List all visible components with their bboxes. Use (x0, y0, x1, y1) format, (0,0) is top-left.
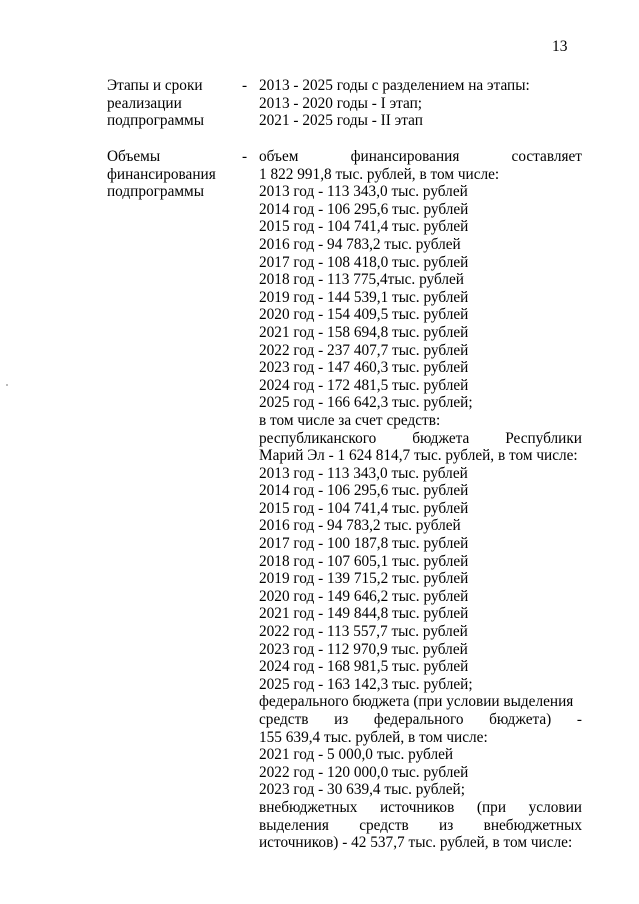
word: федерального (373, 711, 464, 728)
section-timing-content (259, 77, 582, 130)
funding-intro (259, 148, 582, 166)
word: из (439, 816, 454, 834)
year-line: 2021 год - 5 000,0 тыс. рублей (259, 746, 454, 764)
year-line: 2022 год - 237 407,7 тыс. рублей (259, 341, 469, 359)
extrabudget-total: источников) - 42 537,7 тыс. рублей, в том числе: (259, 834, 573, 852)
year-line: 2017 год - 108 418,0 тыс. рублей (259, 253, 469, 271)
year-line: 2021 год - 149 844,8 тыс. рублей (259, 605, 469, 623)
word: из (334, 711, 349, 728)
year-line: 2020 год - 149 646,2 тыс. рублей (259, 587, 469, 605)
regional-total: Марий Эл - 1 624 814,7 тыс. рублей, в том числе: (259, 447, 578, 465)
year-line: 2020 год - 154 409,5 тыс. рублей (259, 306, 469, 324)
years-regional-list (259, 465, 582, 694)
word: составляет (511, 148, 582, 165)
section-funding-content (259, 148, 582, 852)
federal-heading-2 (259, 711, 582, 729)
year-line: 2017 год - 100 187,8 тыс. рублей (259, 535, 469, 553)
separator-dash: - (242, 148, 248, 165)
label-line: Объемы (107, 148, 161, 165)
word: условии (528, 798, 582, 816)
timing-line: 2021 - 2025 годы - II этап (259, 112, 423, 130)
label-line: финансирования (107, 165, 216, 183)
year-line: 2024 год - 172 481,5 тыс. рублей (259, 376, 469, 394)
years-total-list (259, 183, 582, 412)
year-line: 2022 год - 120 000,0 тыс. рублей (259, 763, 469, 781)
funding-total: 1 822 991,8 тыс. рублей, в том числе: (259, 165, 500, 183)
year-line: 2013 год - 113 343,0 тыс. рублей (259, 464, 468, 482)
year-line: 2016 год - 94 783,2 тыс. рублей (259, 517, 461, 535)
year-line: 2013 год - 113 343,0 тыс. рублей (259, 183, 468, 201)
word: объем (259, 148, 299, 165)
word: средств (359, 816, 409, 834)
year-line: 2018 год - 113 775,4тыс. рублей (259, 271, 464, 289)
word: источников (379, 798, 455, 816)
section-funding-label (107, 148, 232, 201)
federal-heading: федерального бюджета (при условии выделения (259, 693, 574, 711)
year-line: 2021 год - 158 694,8 тыс. рублей (259, 323, 469, 341)
year-line: 2019 год - 144 539,1 тыс. рублей (259, 288, 469, 306)
year-line: 2016 год - 94 783,2 тыс. рублей (259, 235, 461, 253)
year-line: 2014 год - 106 295,6 тыс. рублей (259, 200, 469, 218)
year-line: 2022 год - 113 557,7 тыс. рублей (259, 623, 468, 641)
scan-mark (6, 384, 8, 386)
word: финансирования (350, 148, 460, 165)
years-federal-list (259, 746, 582, 799)
word: средств (259, 711, 309, 728)
word: бюджета (412, 429, 470, 447)
timing-line: 2013 - 2020 годы - I этап; (259, 94, 423, 112)
year-line: 2023 год - 147 460,3 тыс. рублей (259, 359, 469, 377)
word: выделения (259, 816, 329, 834)
year-line: 2015 год - 104 741,4 тыс. рублей (259, 499, 469, 517)
word: - (576, 711, 582, 728)
page-number: 13 (552, 38, 568, 55)
word: (при (476, 798, 507, 816)
section-timing-label (107, 77, 232, 130)
separator-dash: - (242, 77, 248, 94)
word: Республики (505, 429, 582, 447)
year-line: 2023 год - 112 970,9 тыс. рублей (259, 640, 468, 658)
word: внебюджетных (259, 798, 358, 816)
word: внебюджетных (483, 816, 582, 834)
year-line: 2024 год - 168 981,5 тыс. рублей (259, 658, 469, 676)
year-line: 2018 год - 107 605,1 тыс. рублей (259, 552, 469, 570)
label-line: реализации (107, 94, 182, 112)
sources-intro: в том числе за счет средств: (259, 411, 441, 429)
year-line: 2014 год - 106 295,6 тыс. рублей (259, 482, 469, 500)
label-line: Этапы и сроки (107, 77, 203, 94)
year-line: 2015 год - 104 741,4 тыс. рублей (259, 218, 469, 236)
label-line: подпрограммы (107, 112, 205, 130)
word: республиканского (259, 429, 377, 447)
year-line: 2023 год - 30 639,4 тыс. рублей; (259, 781, 465, 799)
word: бюджета) (489, 711, 552, 728)
extrabudget-heading (259, 799, 582, 817)
regional-heading (259, 430, 582, 448)
federal-total: 155 639,4 тыс. рублей, в том числе: (259, 728, 488, 746)
year-line: 2025 год - 166 642,3 тыс. рублей; (259, 394, 473, 412)
year-line: 2025 год - 163 142,3 тыс. рублей; (259, 675, 473, 693)
timing-line: 2013 - 2025 годы с разделением на этапы: (259, 77, 530, 94)
year-line: 2019 год - 139 715,2 тыс. рублей (259, 570, 469, 588)
extrabudget-heading-2 (259, 817, 582, 835)
label-line: подпрограммы (107, 183, 205, 201)
